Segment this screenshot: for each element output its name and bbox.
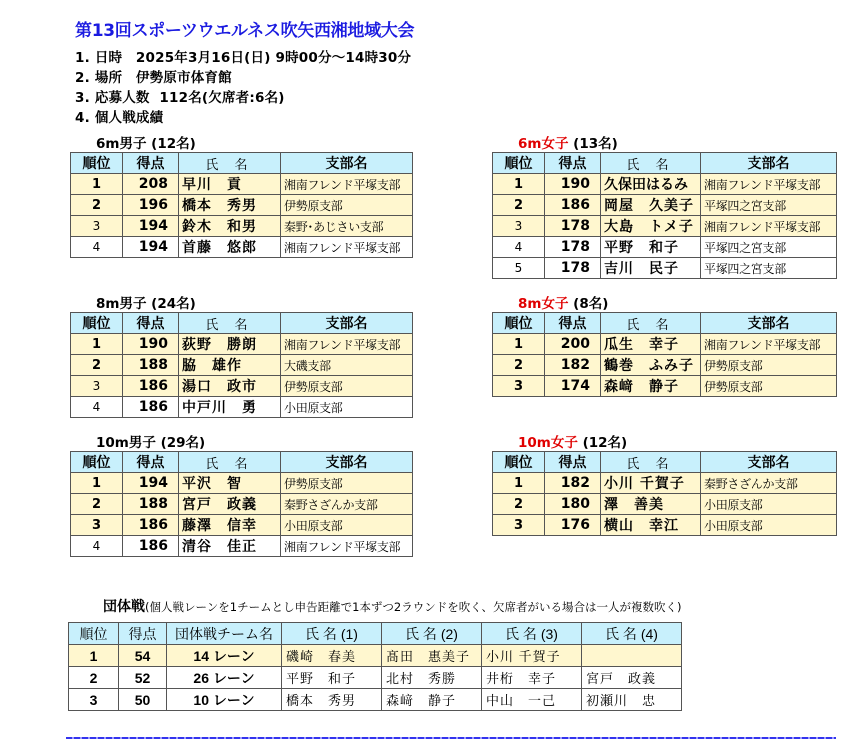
category-label: 6m女子 — [518, 136, 569, 152]
member-4-cell: 初瀬川 忠 — [582, 689, 682, 711]
branch-cell: 湘南フレンド平塚支部 — [281, 174, 413, 195]
branch-cell: 平塚四之宮支部 — [701, 195, 837, 216]
rank-cell: 1 — [71, 174, 123, 195]
name-cell: 藤澤 信幸 — [179, 515, 281, 536]
name-cell: 平沢 智 — [179, 473, 281, 494]
score-cell: 178 — [545, 258, 601, 279]
name-cell: 湯口 政市 — [179, 376, 281, 397]
rank-cell: 3 — [493, 376, 545, 397]
score-cell: 188 — [123, 494, 179, 515]
name-cell: 久保田はるみ — [601, 174, 701, 195]
branch-cell: 小田原支部 — [281, 515, 413, 536]
rank-cell: 4 — [493, 237, 545, 258]
branch-cell: 小田原支部 — [701, 515, 837, 536]
score-cell: 190 — [123, 334, 179, 355]
branch-cell: 平塚四之宮支部 — [701, 258, 837, 279]
table-row — [493, 195, 837, 216]
score-cell: 194 — [123, 216, 179, 237]
rank-cell: 1 — [71, 334, 123, 355]
table-row — [493, 515, 837, 536]
section-label-8m-men — [96, 292, 196, 312]
header-branch: 支部名 — [701, 153, 837, 174]
info-individual-results: 4. 個人戦成績 — [75, 110, 164, 126]
rank-cell: 5 — [493, 258, 545, 279]
rank-cell: 2 — [71, 195, 123, 216]
name-cell: 瓜生 幸子 — [601, 334, 701, 355]
score-cell: 194 — [123, 237, 179, 258]
header-name-3: 氏 名 (3) — [482, 623, 582, 645]
branch-cell: 小田原支部 — [701, 494, 837, 515]
rank-cell: 4 — [71, 536, 123, 557]
table-header-row — [69, 623, 682, 645]
member-1-cell: 平野 和子 — [282, 667, 382, 689]
branch-cell: 秦野さざんか支部 — [281, 494, 413, 515]
branch-cell: 伊勢原支部 — [281, 473, 413, 494]
member-2-cell: 北村 秀勝 — [382, 667, 482, 689]
header-rank: 順位 — [71, 313, 123, 334]
rank-cell: 2 — [69, 667, 119, 689]
score-cell: 186 — [123, 536, 179, 557]
rank-cell: 2 — [71, 355, 123, 376]
header-name: 氏 名 — [179, 452, 281, 473]
branch-cell: 伊勢原支部 — [281, 195, 413, 216]
branch-cell: 湘南フレンド平塚支部 — [701, 174, 837, 195]
header-score: 得点 — [123, 153, 179, 174]
rank-cell: 3 — [71, 216, 123, 237]
category-label: 8m男子 — [96, 296, 147, 312]
score-cell: 182 — [545, 355, 601, 376]
team-label: 団体戦 — [103, 599, 145, 615]
member-4-cell: 宮戸 政義 — [582, 667, 682, 689]
name-cell: 橋本 秀男 — [179, 195, 281, 216]
dashed-divider — [66, 737, 836, 739]
header-score: 得点 — [123, 313, 179, 334]
header-branch: 支部名 — [281, 153, 413, 174]
rank-cell: 3 — [493, 515, 545, 536]
header-rank: 順位 — [493, 153, 545, 174]
section-label-6m-women — [518, 132, 618, 152]
score-cell: 186 — [123, 397, 179, 418]
header-branch: 支部名 — [701, 313, 837, 334]
table-header-row — [71, 153, 413, 174]
team-results-table — [68, 622, 682, 711]
score-cell: 182 — [545, 473, 601, 494]
score-cell: 190 — [545, 174, 601, 195]
team-name-cell: 14 レーン — [167, 645, 282, 667]
name-cell: 荻野 勝朗 — [179, 334, 281, 355]
table-row — [71, 216, 413, 237]
name-cell: 首藤 悠郎 — [179, 237, 281, 258]
name-cell: 平野 和子 — [601, 237, 701, 258]
member-3-cell: 小川 千賀子 — [482, 645, 582, 667]
results-table-10m-women — [492, 451, 837, 536]
category-count: (13名) — [573, 136, 618, 152]
team-section-label — [103, 596, 681, 616]
rank-cell: 3 — [69, 689, 119, 711]
header-rank: 順位 — [69, 623, 119, 645]
name-cell: 宮戸 政義 — [179, 494, 281, 515]
results-table-6m-women — [492, 152, 837, 279]
category-label: 8m女子 — [518, 296, 569, 312]
table-row — [71, 195, 413, 216]
score-cell: 174 — [545, 376, 601, 397]
table-row — [71, 494, 413, 515]
table-row — [493, 355, 837, 376]
score-cell: 178 — [545, 237, 601, 258]
score-cell: 52 — [119, 667, 167, 689]
name-cell: 森﨑 静子 — [601, 376, 701, 397]
rank-cell: 1 — [493, 473, 545, 494]
rank-cell: 2 — [71, 494, 123, 515]
category-label: 10m女子 — [518, 435, 578, 451]
category-count: (24名) — [151, 296, 196, 312]
member-3-cell: 井桁 幸子 — [482, 667, 582, 689]
section-label-10m-women — [518, 431, 627, 451]
branch-cell: 小田原支部 — [281, 397, 413, 418]
branch-cell: 平塚四之宮支部 — [701, 237, 837, 258]
score-cell: 186 — [545, 195, 601, 216]
results-table-6m-men — [70, 152, 413, 258]
header-score: 得点 — [123, 452, 179, 473]
header-name-4: 氏 名 (4) — [582, 623, 682, 645]
rank-cell: 3 — [71, 515, 123, 536]
table-row — [493, 174, 837, 195]
header-score: 得点 — [545, 452, 601, 473]
name-cell: 横山 幸江 — [601, 515, 701, 536]
header-branch: 支部名 — [281, 452, 413, 473]
section-label-8m-women — [518, 292, 608, 312]
results-table-10m-men — [70, 451, 413, 557]
table-row — [71, 237, 413, 258]
header-score: 得点 — [545, 313, 601, 334]
table-row — [71, 376, 413, 397]
category-label: 6m男子 — [96, 136, 147, 152]
header-name: 氏 名 — [179, 313, 281, 334]
header-rank: 順位 — [493, 313, 545, 334]
branch-cell: 湘南フレンド平塚支部 — [281, 237, 413, 258]
table-row — [493, 334, 837, 355]
branch-cell: 伊勢原支部 — [281, 376, 413, 397]
name-cell: 中戸川 勇 — [179, 397, 281, 418]
table-row — [69, 667, 682, 689]
table-row — [493, 216, 837, 237]
score-cell: 196 — [123, 195, 179, 216]
score-cell: 208 — [123, 174, 179, 195]
table-header-row — [71, 452, 413, 473]
header-name-2: 氏 名 (2) — [382, 623, 482, 645]
branch-cell: 伊勢原支部 — [701, 355, 837, 376]
name-cell: 鈴木 和男 — [179, 216, 281, 237]
score-cell: 188 — [123, 355, 179, 376]
info-venue: 2. 場所 伊勢原市体育館 — [75, 70, 232, 86]
branch-cell: 湘南フレンド平塚支部 — [701, 216, 837, 237]
section-label-10m-men — [96, 431, 205, 451]
header-branch: 支部名 — [281, 313, 413, 334]
branch-cell: 湘南フレンド平塚支部 — [281, 536, 413, 557]
rank-cell: 1 — [71, 473, 123, 494]
table-row — [493, 376, 837, 397]
header-rank: 順位 — [71, 153, 123, 174]
table-row — [71, 473, 413, 494]
member-2-cell: 森﨑 静子 — [382, 689, 482, 711]
member-1-cell: 橋本 秀男 — [282, 689, 382, 711]
rank-cell: 3 — [493, 216, 545, 237]
results-table-8m-women — [492, 312, 837, 397]
member-1-cell: 磯崎 春美 — [282, 645, 382, 667]
table-header-row — [493, 313, 837, 334]
info-datetime: 1. 日時 2025年3月16日(日) 9時00分～14時30分 — [75, 50, 412, 66]
header-rank: 順位 — [71, 452, 123, 473]
score-cell: 180 — [545, 494, 601, 515]
header-name: 氏 名 — [179, 153, 281, 174]
header-name: 氏 名 — [601, 313, 701, 334]
table-row — [71, 355, 413, 376]
score-cell: 176 — [545, 515, 601, 536]
header-team-name: 団体戦チーム名 — [167, 623, 282, 645]
name-cell: 脇 雄作 — [179, 355, 281, 376]
header-name: 氏 名 — [601, 153, 701, 174]
table-row — [493, 494, 837, 515]
score-cell: 186 — [123, 376, 179, 397]
name-cell: 鶴巻 ふみ子 — [601, 355, 701, 376]
category-label: 10m男子 — [96, 435, 156, 451]
table-row — [71, 397, 413, 418]
rank-cell: 1 — [493, 334, 545, 355]
team-name-cell: 26 レーン — [167, 667, 282, 689]
name-cell: 小川 千賀子 — [601, 473, 701, 494]
branch-cell: 湘南フレンド平塚支部 — [281, 334, 413, 355]
table-row — [71, 174, 413, 195]
score-cell: 200 — [545, 334, 601, 355]
rank-cell: 2 — [493, 195, 545, 216]
member-3-cell: 中山 一己 — [482, 689, 582, 711]
header-score: 得点 — [119, 623, 167, 645]
table-row — [71, 515, 413, 536]
branch-cell: 大磯支部 — [281, 355, 413, 376]
score-cell: 194 — [123, 473, 179, 494]
table-row — [493, 237, 837, 258]
info-participants: 3. 応募人数 112名(欠席者:6名) — [75, 90, 285, 106]
table-row — [493, 258, 837, 279]
category-count: (12名) — [582, 435, 628, 451]
rank-cell: 2 — [493, 494, 545, 515]
table-row — [69, 689, 682, 711]
header-score: 得点 — [545, 153, 601, 174]
category-count: (8名) — [573, 296, 609, 312]
rank-cell: 1 — [69, 645, 119, 667]
name-cell: 早川 貢 — [179, 174, 281, 195]
score-cell: 50 — [119, 689, 167, 711]
header-branch: 支部名 — [701, 452, 837, 473]
header-name-1: 氏 名 (1) — [282, 623, 382, 645]
rank-cell: 4 — [71, 397, 123, 418]
branch-cell: 秦野さざんか支部 — [701, 473, 837, 494]
rank-cell: 4 — [71, 237, 123, 258]
table-header-row — [71, 313, 413, 334]
name-cell: 清谷 佳正 — [179, 536, 281, 557]
branch-cell: 湘南フレンド平塚支部 — [701, 334, 837, 355]
rank-cell: 3 — [71, 376, 123, 397]
table-row — [493, 473, 837, 494]
member-4-cell — [582, 645, 682, 667]
score-cell: 186 — [123, 515, 179, 536]
table-row — [69, 645, 682, 667]
team-note: (個人戦レーンを1チームとし申告距離で1本ずつ2ラウンドを吹く、欠席者がいる場合は一人が複数吹く) — [145, 600, 682, 614]
table-row — [71, 536, 413, 557]
name-cell: 岡屋 久美子 — [601, 195, 701, 216]
member-2-cell: 髙田 惠美子 — [382, 645, 482, 667]
page-title: 第13回スポーツウエルネス吹矢西湘地域大会 — [75, 21, 415, 41]
branch-cell: 伊勢原支部 — [701, 376, 837, 397]
table-header-row — [493, 153, 837, 174]
name-cell: 澤 善美 — [601, 494, 701, 515]
section-label-6m-men — [96, 132, 196, 152]
results-table-8m-men — [70, 312, 413, 418]
rank-cell: 2 — [493, 355, 545, 376]
category-count: (12名) — [151, 136, 196, 152]
team-name-cell: 10 レーン — [167, 689, 282, 711]
table-header-row — [493, 452, 837, 473]
score-cell: 178 — [545, 216, 601, 237]
header-name: 氏 名 — [601, 452, 701, 473]
branch-cell: 秦野･あじさい支部 — [281, 216, 413, 237]
name-cell: 大島 トメ子 — [601, 216, 701, 237]
rank-cell: 1 — [493, 174, 545, 195]
header-rank: 順位 — [493, 452, 545, 473]
name-cell: 吉川 民子 — [601, 258, 701, 279]
category-count: (29名) — [160, 435, 206, 451]
score-cell: 54 — [119, 645, 167, 667]
table-row — [71, 334, 413, 355]
